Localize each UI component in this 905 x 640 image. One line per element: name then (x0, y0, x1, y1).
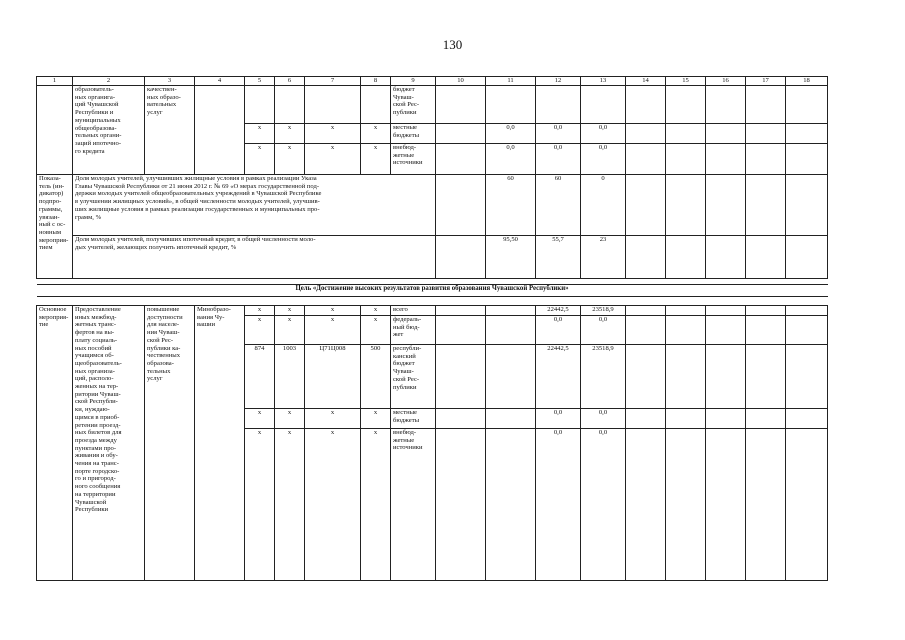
indicator-value: 60 (486, 175, 536, 236)
indicator-row (37, 175, 828, 236)
block2-executor: Минобразо- вания Чу- вашии (195, 306, 245, 581)
indicator-value: 60 (536, 175, 581, 236)
value-cell (486, 316, 536, 345)
header-cell: 12 (536, 77, 581, 86)
value-cell: x (275, 409, 305, 429)
value-cell: 500 (361, 345, 391, 409)
source-cell: внебюд- жетные источники (391, 144, 436, 175)
block1-col4 (195, 86, 245, 175)
value-cell: x (275, 429, 305, 581)
value-cell: x (361, 144, 391, 175)
source-cell: местные бюджеты (391, 409, 436, 429)
value-cell: x (275, 124, 305, 144)
indicator-label: Показа- тель (ин- дикатор) подпро- граммы, увязан- ный с ос- новным мероприя- тием (37, 175, 73, 279)
value-cell: 0,0 (486, 124, 536, 144)
value-cell: x (305, 429, 361, 581)
value-cell: 0,0 (581, 429, 626, 581)
value-cell: 0,0 (536, 316, 581, 345)
value-cell: 0,0 (486, 144, 536, 175)
header-cell: 17 (746, 77, 786, 86)
header-row (37, 77, 828, 86)
value-cell: x (275, 306, 305, 316)
value-cell: x (361, 429, 391, 581)
value-cell: x (361, 409, 391, 429)
value-cell: 0,0 (536, 429, 581, 581)
header-cell: 3 (145, 77, 195, 86)
source-cell: федераль- ный бюд- жет (391, 316, 436, 345)
value-cell: 0,0 (536, 124, 581, 144)
indicator-value: 23 (581, 236, 626, 279)
value-cell: x (305, 306, 361, 316)
value-cell: 22442,5 (536, 345, 581, 409)
value-cell: x (245, 306, 275, 316)
header-cell: 9 (391, 77, 436, 86)
value-cell: 23518,9 (581, 306, 626, 316)
header-cell: 18 (786, 77, 828, 86)
header-cell: 10 (436, 77, 486, 86)
source-cell: внебюд- жетные источники (391, 429, 436, 581)
value-cell: 0,0 (536, 144, 581, 175)
value-cell: x (361, 124, 391, 144)
value-cell (486, 345, 536, 409)
indicator-value: 95,50 (486, 236, 536, 279)
value-cell: 22442,5 (536, 306, 581, 316)
table-row (37, 86, 828, 124)
header-cell: 2 (73, 77, 145, 86)
header-cell: 13 (581, 77, 626, 86)
value-cell: x (245, 409, 275, 429)
value-cell: x (305, 124, 361, 144)
block1-event-name: образователь- ных органига- ций Чувашской Республики и муниципальных общеобразова- тельных органи- заций ипотечно- го кредита (73, 86, 145, 175)
value-cell: Ц71Ц008 (305, 345, 361, 409)
program-table (36, 76, 828, 581)
value-cell: 23518,9 (581, 345, 626, 409)
header-cell: 7 (305, 77, 361, 86)
value-cell: x (275, 144, 305, 175)
block1-col1 (37, 86, 73, 175)
value-cell: 0,0 (581, 316, 626, 345)
header-cell: 14 (626, 77, 666, 86)
block2-event-name: Предоставление иных межбюд- жетных транс- фертов на вы- плату социаль- ных пособий учащимся об- щеобразователь- ных организа- ций, располо- женных на тер- ритории Чуваш- ской Республи- ки, нуждаю- щимся в приоб- ретении проезд- ных билетов для проезда между пунктами про- живания и обу- чения на транс- порте городско- го и пригород- ного сообщения на территории Чувашской Республики (73, 306, 145, 581)
value-cell: 1003 (275, 345, 305, 409)
value-cell (486, 429, 536, 581)
value-cell: x (245, 316, 275, 345)
block1-result: качествен- ных образо- вательных услуг (145, 86, 195, 175)
goal-heading: Цель «Достижение высоких результатов развития образования Чувашской Республики» (37, 285, 828, 297)
source-cell: всего (391, 306, 436, 316)
value-cell: x (245, 429, 275, 581)
value-cell: x (361, 306, 391, 316)
value-cell: x (245, 124, 275, 144)
header-cell: 15 (666, 77, 706, 86)
header-cell: 5 (245, 77, 275, 86)
header-cell: 4 (195, 77, 245, 86)
indicator-row (37, 236, 828, 279)
value-cell: x (245, 144, 275, 175)
indicator-text: Доля молодых учителей, улучшивших жилищные условия в рамках реализации Указа Главы Чувашской Республики от 21 июня 2012 г. № 69 «О мерах государственной под- держки молодых учителей общеобразовательных учреждений в Чувашской Республике в улучшении жилищных условий», в общей численности молодых учителей, улучшив- ших жилищные условия в рамках реализации государственных и муниципальных про- грамм, % (73, 175, 436, 236)
source-cell: республи- канский бюджет Чуваш- ской Рес- публики (391, 345, 436, 409)
header-cell: 16 (706, 77, 746, 86)
source-cell: бюджет Чуваш- ской Рес- публики (391, 86, 436, 124)
indicator-value: 55,7 (536, 236, 581, 279)
table-row (37, 306, 828, 316)
value-cell: 0,0 (536, 409, 581, 429)
goal-row (37, 285, 828, 297)
header-cell: 6 (275, 77, 305, 86)
indicator-text: Доля молодых учителей, получивших ипотечный кредит, в общей численности моло- дых учителей, желающих получить ипотечный кредит, % (73, 236, 436, 279)
value-cell: x (305, 316, 361, 345)
header-cell: 11 (486, 77, 536, 86)
source-cell: местные бюджеты (391, 124, 436, 144)
spacer-row (37, 297, 828, 306)
block2-result: повышение доступности для населе- ния Чуваш- ской Рес- публики ка- чественных образова- тельных услуг (145, 306, 195, 581)
header-cell: 8 (361, 77, 391, 86)
value-cell: x (305, 144, 361, 175)
value-cell: 0,0 (581, 124, 626, 144)
indicator-value: 0 (581, 175, 626, 236)
value-cell: x (305, 409, 361, 429)
header-cell: 1 (37, 77, 73, 86)
value-cell: 0,0 (581, 144, 626, 175)
page-number: 130 (442, 37, 463, 52)
value-cell: x (361, 316, 391, 345)
value-cell: x (275, 316, 305, 345)
value-cell (486, 306, 536, 316)
block2-type: Основное мероприя- тие (37, 306, 73, 581)
value-cell (486, 409, 536, 429)
value-cell: 0,0 (581, 409, 626, 429)
value-cell: 874 (245, 345, 275, 409)
